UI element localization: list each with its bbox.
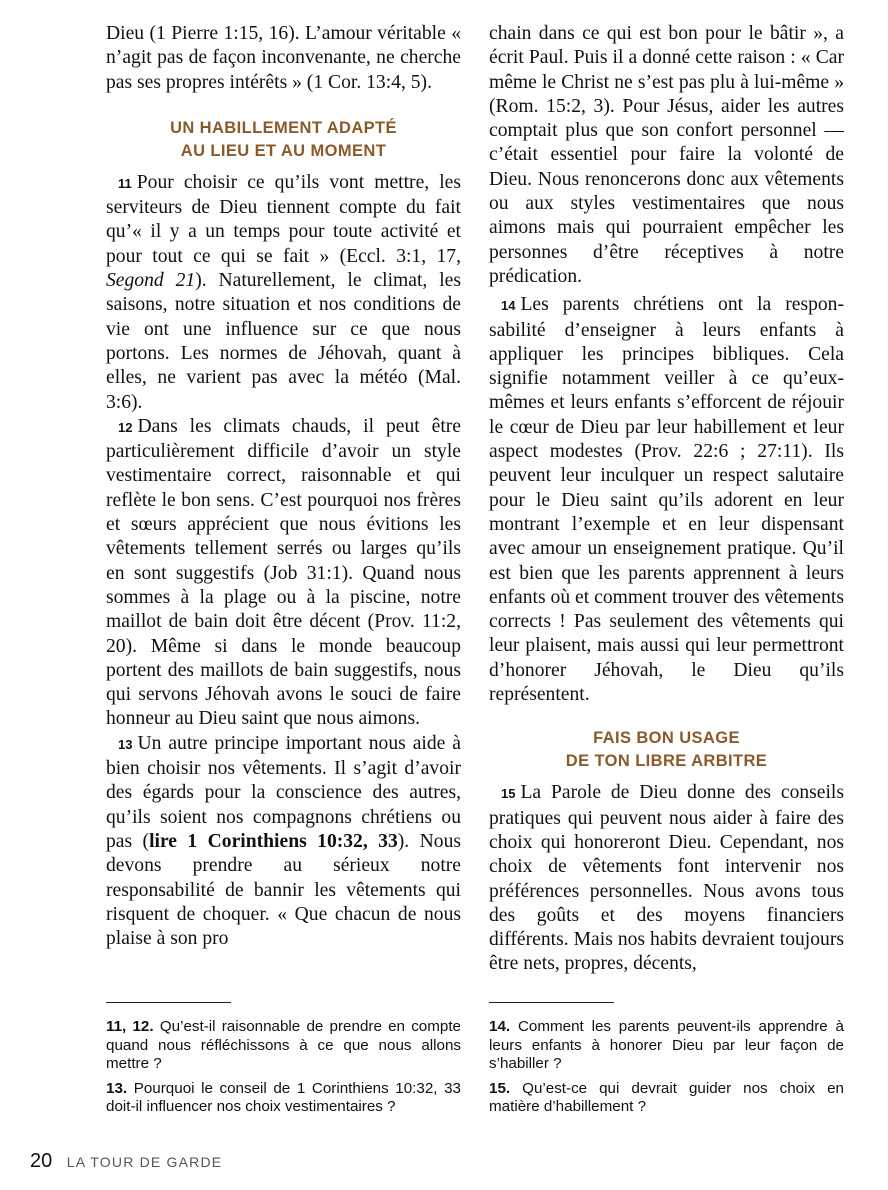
paragraph-number: 15 — [501, 786, 516, 802]
paragraph-continued: chain dans ce qui est bon pour le bâtir », a écrit Paul. Puis il a donné cette raison : « Car même le Christ ne s’est pas plu à lui-même » (Rom. 15:2, 3). Pour Jésus, aider les autres comptait plus que son confort personnel — c’était essentiel pour faire la volonté de Dieu. Nous renoncerons donc aux vêtements ou aux styles vestimentaires que nous aimons mais qui pourraient empêcher les personnes d’être réceptives à notre prédication. — [489, 23, 844, 287]
footnote-divider-left — [106, 1002, 231, 1003]
section-heading-line1: UN HABILLEMENT ADAPTÉ — [170, 118, 397, 137]
study-question — [489, 1080, 844, 1117]
section-heading-line2: DE TON LIBRE ARBITRE — [565, 752, 768, 771]
paragraph-continued: Dieu (1 Pierre 1:15, 16). L’amour véritable « n’agit pas de façon inconvenante, ne cherche pas ses propres intérêts » (1 Cor. 13:4, 5). — [106, 23, 461, 93]
paragraph-text: Un autre principe important nous aide à bien choisir nos vêtements. Il s’agit d’avoir des égards pour la conscience des autres, qu’ils soient nos compagnons chrétiens ou pas ( — [106, 732, 461, 852]
question-number: 11, 12. — [106, 1018, 154, 1035]
paragraph-text: Dans les climats chauds, il peut être particulièrement difficile d’avoir un style vestimentaire correct, raisonnable et qui reflète le bon sens. C’est pourquoi nos frères et sœurs apprécient que nous évitions les vêtements tellement serrés ou larges qu’ils en sont suggestifs (Job 31:1). Quand nous sommes à la plage ou à la piscine, notre maillot de bain doit être décent (Prov. 11:2, 20). Même si dans le monde beaucoup portent des maillots de bain suggestifs, nous qui servons Jéhovah avons le souci de faire honneur au Dieu saint que nous aimons. — [106, 415, 461, 730]
paragraph-text: Pour choisir ce qu’ils vont mettre, les serviteurs de Dieu tiennent compte du fait qu’« il y a un temps pour toute activité et pour tout ce qui se fait » (Eccl. 3:1, 17, — [106, 171, 461, 267]
paragraph-15 — [489, 781, 844, 976]
right-column — [489, 22, 844, 977]
scripture-reference: lire 1 Corinthiens 10:32, 33 — [149, 830, 398, 852]
paragraph-number: 11 — [118, 175, 132, 191]
paragraph-text: ). Naturellement, le climat, les saisons, notre situation et nos conditions de vie ont une influence sur ce que nous portons. Les normes de Jéhovah, quant à elles, ne varient pas avec la météo (Mal. 3:6). — [106, 270, 461, 413]
paragraph-number: 13 — [118, 736, 133, 752]
question-number: 14. — [489, 1018, 511, 1035]
bible-version: Segond 21 — [106, 270, 196, 292]
section-heading-line2: AU LIEU ET AU MOMENT — [180, 141, 387, 160]
question-text: Comment les parents peuvent-ils apprendre à leurs enfants à honorer Dieu par leur façon de s’habiller ? — [489, 1018, 844, 1072]
paragraph-12 — [106, 415, 461, 732]
question-number: 15. — [489, 1079, 511, 1097]
page-footer — [30, 1150, 222, 1173]
paragraph-11 — [106, 171, 461, 415]
question-number: 13. — [106, 1079, 128, 1097]
paragraph-number: 14 — [501, 298, 516, 314]
left-column — [106, 22, 461, 951]
paragraph-13 — [106, 732, 461, 952]
study-questions-right — [489, 1018, 844, 1123]
paragraph-text: La Parole de Dieu donne des conseils pratiques qui peuvent nous aider à faire des choix qui honoreront Dieu. Cependant, nos choix de vêtements font intervenir nos préférences personnelles. Nous avons tous des goûts et des moyens financiers différents. Mais nos habits devraient toujours être nets, propres, décents, — [489, 782, 844, 975]
study-question — [106, 1018, 461, 1074]
paragraph-14 — [489, 293, 844, 707]
question-text: Qu’est-il raisonnable de prendre en compte quand nous réfléchissons à ce que nous allons mettre ? — [106, 1018, 461, 1072]
magazine-title: LA TOUR DE GARDE — [66, 1154, 223, 1170]
study-questions-left — [106, 1018, 461, 1123]
study-question — [106, 1080, 461, 1117]
footnote-divider-right — [489, 1002, 614, 1003]
paragraph-number: 12 — [118, 419, 133, 435]
section-heading-line1: FAIS BON USAGE — [593, 729, 740, 748]
paragraph-text: ). Nous devons prendre au sérieux notre responsabilité de bannir les vêtements qui risquent de choquer. « Que chacun de nous plaise à son pro — [106, 830, 461, 950]
study-question — [489, 1018, 844, 1074]
paragraph-text: Les parents chrétiens ont la responsabilité d’enseigner à leurs enfants à appliquer les principes bibliques. Cela signifie notamment veiller à ce qu’eux-mêmes et leurs enfants s’efforcent de réjouir le cœur de Dieu par leur habillement et leur aspect modestes (Prov. 22:6 ; 27:11). Ils peuvent leur inculquer un respect salutaire pour le Dieu saint qu’ils adorent en leur montrant l’exemple et en leur dispensant avec amour un enseignement pratique. Qu’il est bien que les parents apprennent à leurs enfants où et comment trouver des vêtements corrects ! Pas seulement des vêtements qui leur plaisent, mais aussi qui leur permettront d’honorer Jéhovah, le Dieu qu’ils représentent. — [489, 294, 844, 706]
page-number: 20 — [30, 1150, 53, 1172]
question-text: Qu’est-ce qui devrait guider nos choix en matière d’habillement ? — [489, 1079, 844, 1115]
question-text: Pourquoi le conseil de 1 Corinthiens 10:32, 33 doit-il influencer nos choix vestimentaires ? — [106, 1079, 461, 1115]
